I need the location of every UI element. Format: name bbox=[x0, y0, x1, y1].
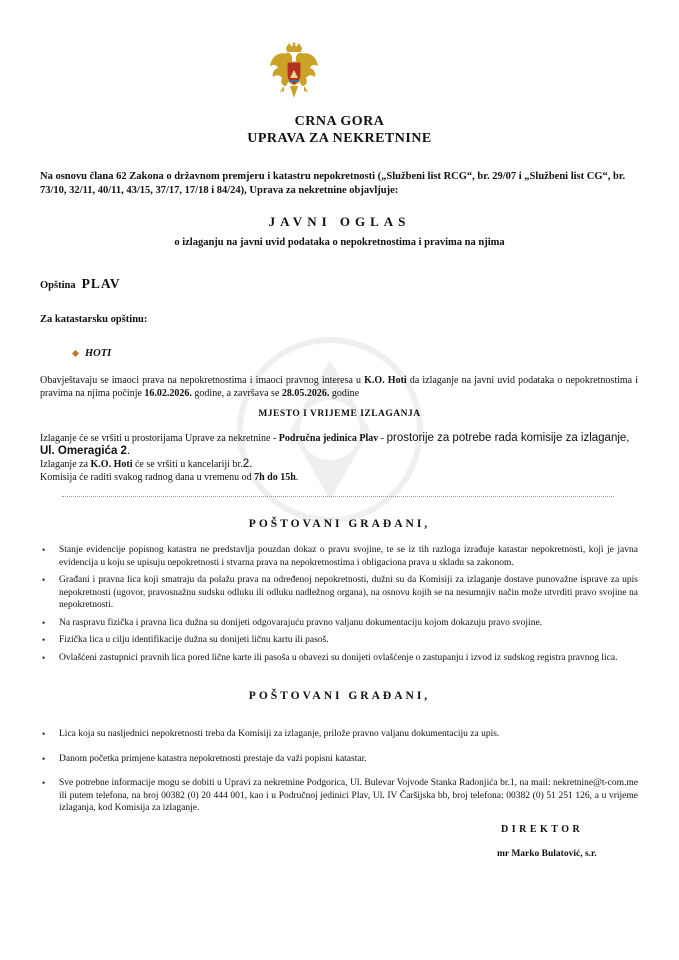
working-hours: 7h do 15h bbox=[254, 472, 296, 483]
place-time-paragraph bbox=[40, 432, 638, 484]
municipality-line bbox=[40, 276, 121, 292]
place-line: Izlaganje će se vršiti u prostorijama Uprave za nekretnine - Područna jedinica Plav - prostorije za potrebe rada komisije za izlaganje, Ul. Omeragića 2. bbox=[40, 432, 630, 457]
list-item: • Sve potrebne informacije mogu se dobiti u Upravi za nekretnine Podgorica, Ul. Bulevar Vojvode Stanka Radonjića br.1, na mail: nekretnine@t-com.me ili putem telefona, na broj 00382 (0) 20 444 001, kao i u Područnoj jedinici Plav, Ul. IV Čaršijska bb, broj telefona: 00382 (0) 51 251 126, a u vrijeme izlaganja, kod Komisija za izlaganje. bbox=[40, 777, 638, 815]
country-heading: CRNA GORA bbox=[294, 114, 385, 129]
section1-list bbox=[40, 544, 638, 669]
section2-list bbox=[40, 728, 638, 827]
list-item: • Lica koja su nasljednici nepokretnosti treba da Komisiji za izlaganje, prilože pravno valjanu dokumentaciju za upis. bbox=[40, 728, 638, 741]
diamond-bullet-icon bbox=[72, 350, 79, 357]
signature-name: mr Marko Bulatović, s.r. bbox=[497, 849, 597, 859]
place-time-title: MJESTO I VRIJEME IZLAGANJA bbox=[258, 409, 421, 419]
list-item: • Ovlašćeni zastupnici pravnih lica pored lične karte ili pasoša u obavezi su donijeti ovlašćenje o zastupanju i izvod iz sudskog registra pravnog lica. bbox=[40, 652, 638, 665]
agency-heading: UPRAVA ZA NEKRETNINE bbox=[247, 131, 432, 146]
cadastral-label: Za katastarsku opštinu: bbox=[40, 314, 148, 325]
cadastral-zone-name: HOTI bbox=[85, 348, 112, 359]
office-line: Izlaganje za K.O. Hoti će se vršiti u kancelariji br.2. bbox=[40, 458, 253, 470]
end-date: 28.05.2026. bbox=[281, 388, 330, 399]
municipality-name: PLAV bbox=[81, 276, 121, 291]
municipality-label: Opština bbox=[40, 280, 76, 291]
signature-title: DIREKTOR bbox=[501, 824, 584, 835]
montenegro-coat-of-arms-icon bbox=[268, 42, 320, 100]
list-item: • Stanje evidencije popisnog katastra ne predstavlja pouzdan dokaz o pravu svojine, te se iz tih razloga izrađuje katastar nepokretnosti, koji je javna evidencija u koju se upisuju nepokretnosti i stvarna prava na nepokretnostima i obligaciona prava u skladu sa zakonom. bbox=[40, 544, 638, 569]
intro-paragraph: Obavještavaju se imaoci prava na nepokretnostima i imaoci pravnog interesa u K.O. Hoti da izlaganje na javni uvid podataka o nepokretnostima i pravima na njima počinje 16.02.2026. godine, a završava se 28.05.2026. godine bbox=[40, 375, 638, 399]
hours-line: Komisija će raditi svakog radnog dana u vremenu od 7h do 15h. bbox=[40, 472, 299, 483]
watermark-emblem-icon bbox=[230, 330, 430, 530]
office-number: 2. bbox=[242, 458, 253, 470]
office-address: Ul. Omeragića 2 bbox=[40, 445, 127, 457]
list-item: • Na raspravu fizička i pravna lica dužna su donijeti odgovarajuću pravno valjanu dokumentaciju kojom dokazuju pravo svojine. bbox=[40, 617, 638, 630]
list-item: • Fizička lica u cilju identifikacije dužna su donijeti ličnu kartu ili pasoš. bbox=[40, 634, 638, 647]
ko-name: K.O. Hoti bbox=[364, 375, 407, 386]
cadastral-zone-item bbox=[72, 348, 111, 359]
list-item: • Građani i pravna lica koji smatraju da polažu prava na određenoj nepokretnosti, dužni su da Komisiji za izlaganje dostave punovažne isprave za upis nepokretnosti (ugovor, pravosnažnu sudsku odluku ili odluku nadležnog organa), na osnovu kojih se na nesumnjiv način može utvrditi pravo svojine na nepokretnosti. bbox=[40, 574, 638, 612]
legal-basis-paragraph: Na osnovu člana 62 Zakona o državnom premjeru i katastru nepokretnosti („Službeni list RCG“, br. 29/07 i „Službeni list CG“, br. 73/10, 32/11, 40/11, 43/15, 37/17, 17/18 i 84/24), Uprava za nekretnine objavljuje: bbox=[40, 171, 626, 196]
notice-title: JAVNI OGLAS bbox=[268, 214, 411, 229]
section2-title: POŠTOVANI GRAĐANI, bbox=[248, 690, 431, 702]
start-date: 16.02.2026. bbox=[144, 388, 192, 399]
notice-subtitle: o izlaganju na javni uvid podataka o nepokretnostima i pravima na njima bbox=[174, 237, 505, 248]
section1-title: POŠTOVANI GRAĐANI, bbox=[248, 518, 431, 530]
section-divider bbox=[62, 496, 614, 497]
list-item: • Danom početka primjene katastra nepokretnosti prestaje da važi popisni katastar. bbox=[40, 753, 638, 766]
